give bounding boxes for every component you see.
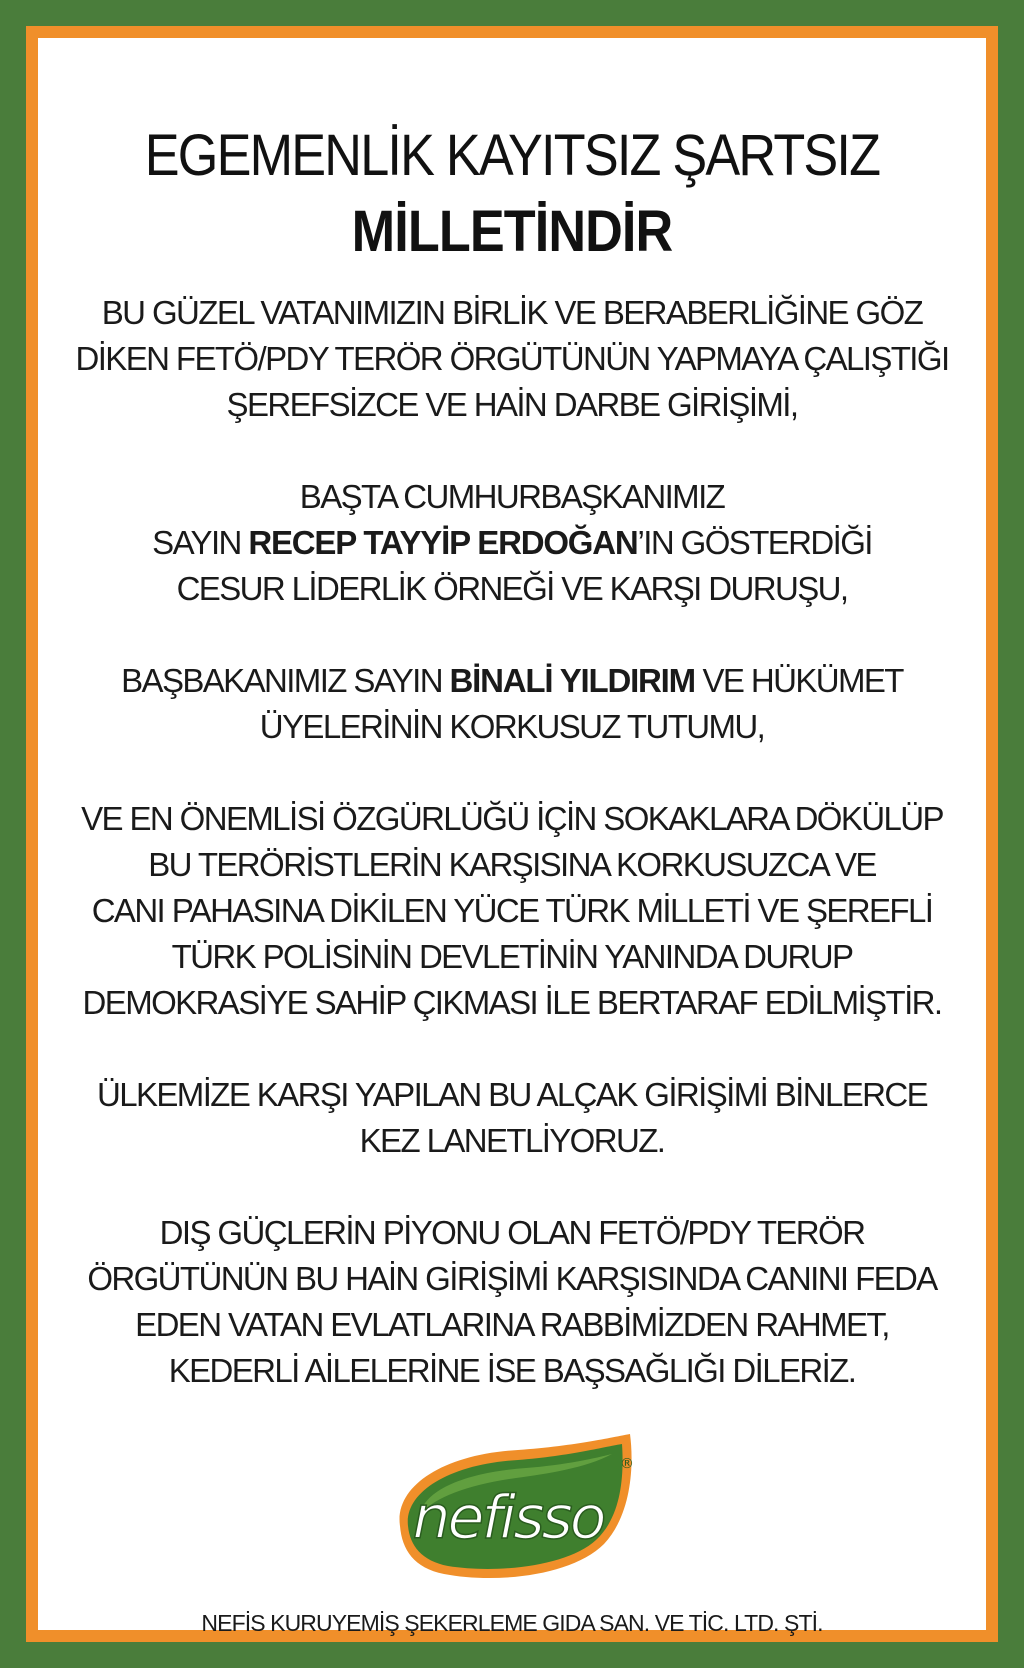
text-line: VE EN ÖNEMLİSİ ÖZGÜRLÜĞÜ İÇİN SOKAKLARA DÖKÜLÜP — [81, 800, 943, 837]
text-line: CESUR LİDERLİK ÖRNEĞİ VE KARŞI DURUŞU, — [176, 570, 848, 607]
nefisso-logo — [386, 1434, 638, 1584]
paragraph-coup-attempt — [38, 290, 986, 428]
text-line: BAŞTA CUMHURBAŞKANIMIZ — [299, 478, 725, 515]
text-line: DEMOKRASİYE SAHİP ÇIKMASI İLE BERTARAF EDİLMİŞTİR. — [82, 984, 942, 1021]
text-line: CANI PAHASINA DİKİLEN YÜCE TÜRK MİLLETİ VE ŞEREFLİ — [91, 892, 933, 929]
text-line: DIŞ GÜÇLERİN PİYONU OLAN FETÖ/PDY TERÖR — [159, 1214, 865, 1251]
text-line: ÖRGÜTÜNÜN BU HAİN GİRİŞİMİ KARŞISINDA CANINI FEDA — [87, 1260, 937, 1297]
text-line: DİKEN FETÖ/PDY TERÖR ÖRGÜTÜNÜN YAPMAYA ÇALIŞTIĞI — [75, 340, 949, 377]
paragraph-prime-minister — [38, 658, 986, 750]
text-line: KEDERLİ AİLELERİNE İSE BAŞSAĞLIĞI DİLERİZ. — [168, 1352, 856, 1389]
paragraph-condolences — [38, 1210, 986, 1394]
text-line — [38, 658, 986, 704]
title-line-2: MİLLETİNDİR — [351, 199, 673, 264]
prime-minister-name: BİNALİ YILDIRIM — [449, 662, 695, 699]
registered-mark: ® — [620, 1456, 634, 1472]
poster-title — [85, 118, 938, 270]
text-line — [38, 520, 986, 566]
text-line: TÜRK POLİSİNİN DEVLETİNİN YANINDA DURUP — [171, 938, 853, 975]
paragraph-nation — [38, 796, 986, 1026]
text-segment: BAŞBAKANIMIZ SAYIN — [121, 662, 450, 699]
poster-panel — [38, 38, 986, 1636]
text-segment: VE HÜKÜMET — [694, 662, 903, 699]
text-segment: SAYIN — [152, 524, 249, 561]
text-line: KEZ LANETLİYORUZ. — [359, 1122, 665, 1159]
title-line-1: EGEMENLİK KAYITSIZ ŞARTSIZ — [144, 123, 880, 188]
text-line: ŞEREFSİZCE VE HAİN DARBE GİRİŞİMİ, — [226, 386, 798, 423]
text-segment: ’IN GÖSTERDİĞİ — [637, 524, 872, 561]
poster-body — [38, 290, 986, 1440]
logo-wordmark: nefisso — [412, 1483, 604, 1553]
paragraph-president — [38, 474, 986, 612]
president-name: RECEP TAYYİP ERDOĞAN — [248, 524, 638, 561]
paragraph-condemnation — [38, 1072, 986, 1164]
text-line: ÜLKEMİZE KARŞI YAPILAN BU ALÇAK GİRİŞİMİ BİNLERCE — [97, 1076, 927, 1113]
text-line: ÜYELERİNİN KORKUSUZ TUTUMU, — [259, 708, 765, 745]
text-line: BU GÜZEL VATANIMIZIN BİRLİK VE BERABERLİĞİNE GÖZ — [101, 294, 923, 331]
text-line: BU TERÖRİSTLERİN KARŞISINA KORKUSUZCA VE — [148, 846, 876, 883]
company-name: NEFİS KURUYEMİŞ ŞEKERLEME GIDA SAN. VE TİC. LTD. ŞTİ. — [201, 1610, 823, 1636]
text-line: EDEN VATAN EVLATLARINA RABBİMİZDEN RAHMET, — [135, 1306, 889, 1343]
